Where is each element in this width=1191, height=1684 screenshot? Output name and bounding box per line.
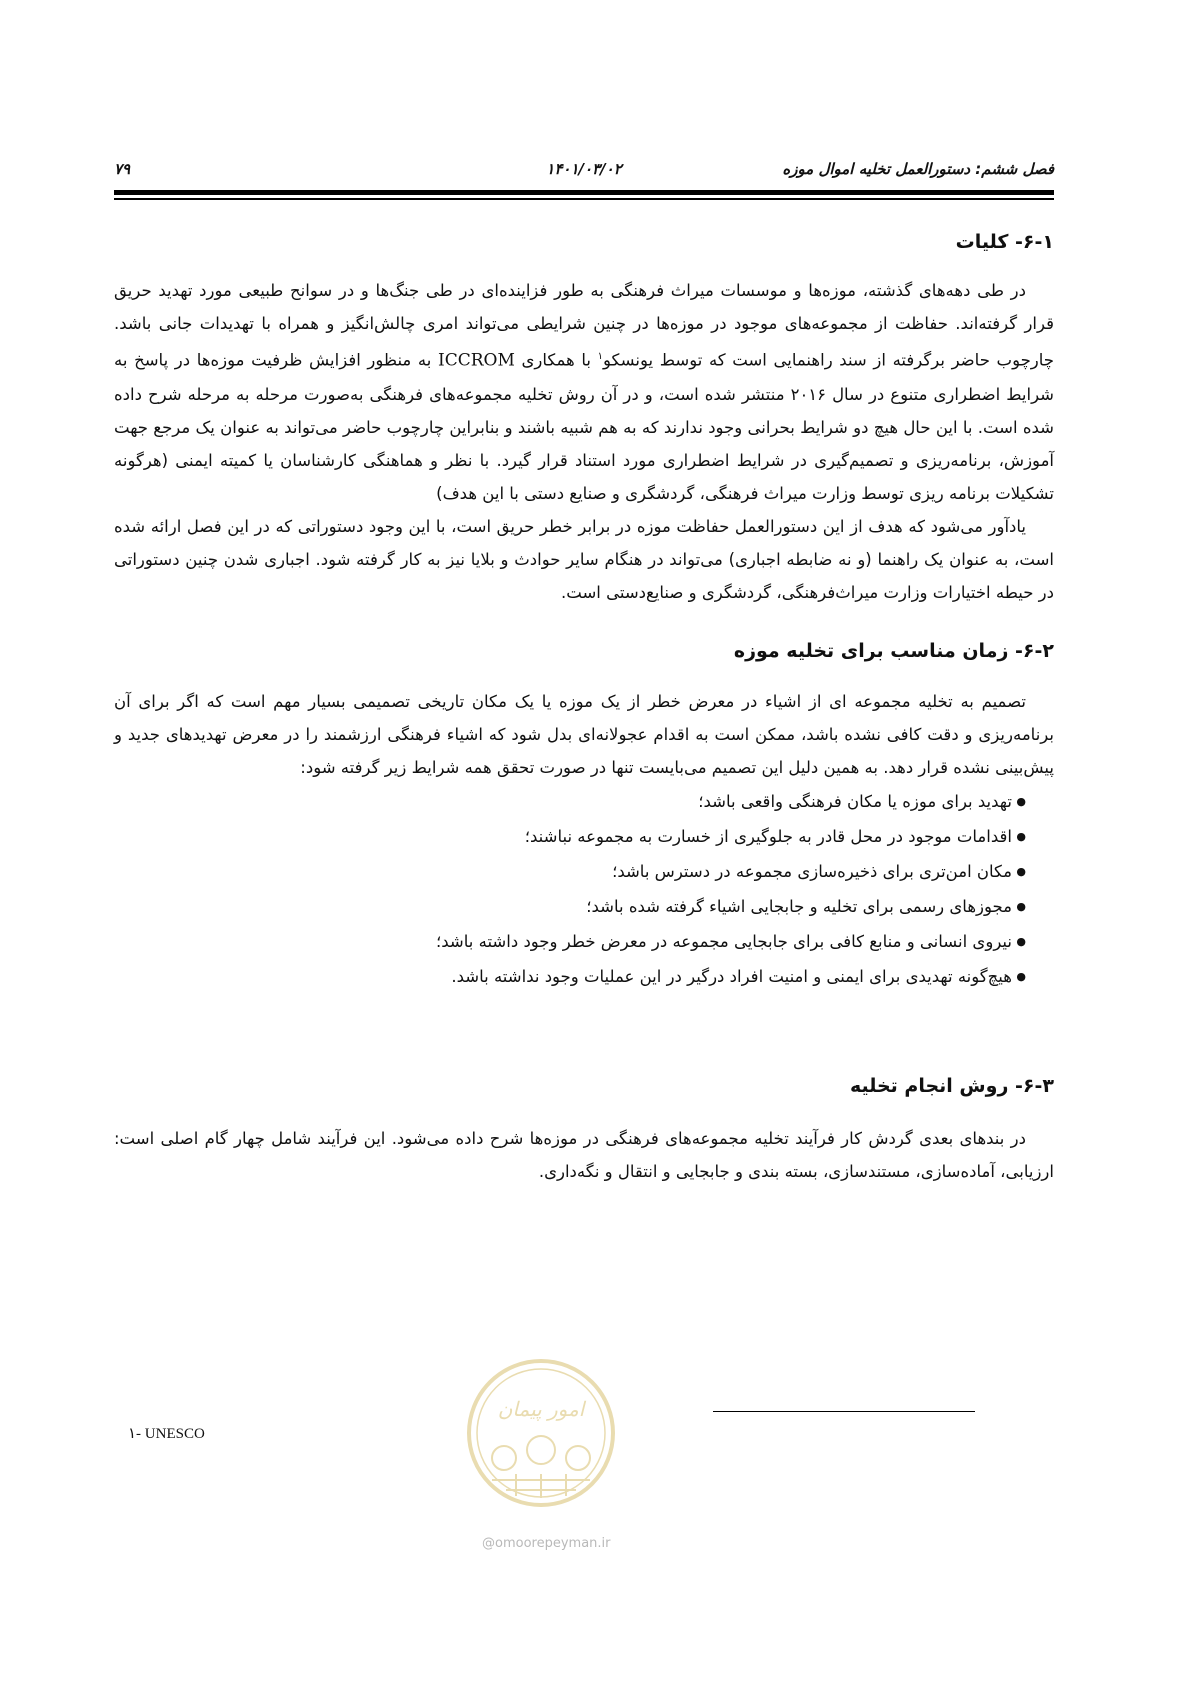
list-item: ● اقدامات موجود در محل قادر به جلوگیری از خسارت به مجموعه نباشند؛ [114,819,1026,854]
section-3-paragraph: در بندهای بعدی گردش کار فرآیند تخلیه مجموعه‌های فرهنگی در موزه‌ها شرح داده می‌شود. این فرآیند شامل چهار گام اصلی است: ارزیابی، آماده‌سازی، مستندسازی، بسته بندی و جابجایی و انتقال و نگه‌داری. [114,1128,1054,1181]
list-item: ● هیچ‌گونه تهدیدی برای ایمنی و امنیت افراد درگیر در این عملیات وجود نداشته باشد. [114,959,1026,994]
list-item: ● تهدید برای موزه یا مکان فرهنگی واقعی باشد؛ [114,784,1026,819]
footnote-ref[interactable]: ۱ [597,351,604,362]
footnote: ۱- UNESCO [128,1426,205,1442]
page-number: ۷۹ [114,160,131,178]
header-rule-thick [114,190,1054,195]
iccrom-term: ICCROM [437,350,515,371]
list-item: ● نیروی انسانی و منابع کافی برای جابجایی مجموعه در معرض خطر وجود داشته باشد؛ [114,924,1026,959]
section-1-paragraph-1: در طی دهه‌های گذشته، موزه‌ها و موسسات میراث فرهنگی به طور فزاینده‌ای در طی جنگ‌ها و در سوانح طبیعی مورد تهدید حریق قرار گرفته‌اند. حفاظت از مجموعه‌های موجود در موزه‌ها در چنین شرایطی می‌تواند امری چالش‌انگیز و همراه با تهدیدات جانی باشد. چارچوب حاضر برگرفته از سند راهنمایی است که توسط یونسکو$^۱$ با همکاری ICCROM به منظور افزایش ظرفیت موزه‌ها در پاسخ به شرایط اضطراری متنوع در سال ۲۰۱۶ منتشر شده است، و در آن روش تخلیه مجموعه‌های فرهنگی به‌صورت مرحله به مرحله شرح داده شده است. با این حال هیچ دو شرایط بحرانی وجود ندارند که به هم شبیه باشند و بنابراین چارچوب حاضر می‌تواند به عنوان یک مرجع جهت آموزش، برنامه‌ریزی و تصمیم‌گیری در شرایط اضطراری مورد استناد قرار گیرد. با نظر و هماهنگی کارشناسان یا کمیته ایمنی (هرگونه تشکیلات برنامه ریزی توسط وزارت میراث فرهنگی، گردشگری و صنایع دستی با این هدف) [114,281,1054,503]
footnote-rule [713,1411,975,1412]
header-rule-thin [114,198,1054,200]
seal-text: امور پیمان [497,1397,585,1421]
section-1-paragraph-2: یادآور می‌شود که هدف از این دستورالعمل حفاظت موزه در برابر خطر حریق است، با این وجود دستوراتی که در این فصل ارائه شده است، به عنوان یک راهنما (و نه ضابطه اجباری) می‌تواند در هنگام سایر حوادث و بلایا نیز به کار گرفته شود. اجباری شدن چنین دستوراتی در حیطه اختیارات وزارت میراث‌فرهنگی، گردشگری و صنایع‌دستی است. [114,516,1054,602]
header-date: ۱۴۰۱/۰۳/۰۲ [546,160,622,178]
running-header [114,160,1054,184]
section-heading-1: ۶-۱- کلیات [955,231,1054,253]
section-heading-3: ۶-۳- روش انجام تخلیه [849,1074,1054,1097]
list-item: ● مجوزهای رسمی برای تخلیه و جابجایی اشیاء گرفته شده باشد؛ [114,889,1026,924]
conditions-list [114,784,1054,994]
section-heading-2: ۶-۲- زمان مناسب برای تخلیه موزه [733,639,1054,662]
site-watermark: @omoorepeyman.ir [482,1536,611,1551]
watermark-seal-icon [466,1358,616,1508]
list-item: ● مکان امن‌تری برای ذخیره‌سازی مجموعه در دسترس باشد؛ [114,854,1026,889]
main-content [114,226,1054,1188]
chapter-title: فصل ششم: دستورالعمل تخلیه اموال موزه [782,160,1054,178]
section-2-paragraph: تصمیم به تخلیه مجموعه ای از اشیاء در معرض خطر از یک موزه یا یک مکان تاریخی تصمیمی بسیار مهم است که اگر برای آن برنامه‌ریزی و دقت کافی نشده باشد، ممکن است به اقدام عجولانه‌ای بدل شود که اشیاء فرهنگی ارزشمند را در معرض تهدیدهای جدید و پیش‌بینی نشده قرار دهد. به همین دلیل این تصمیم می‌بایست تنها در صورت تحقق همه شرایط زیر گرفته شود: [114,691,1054,777]
